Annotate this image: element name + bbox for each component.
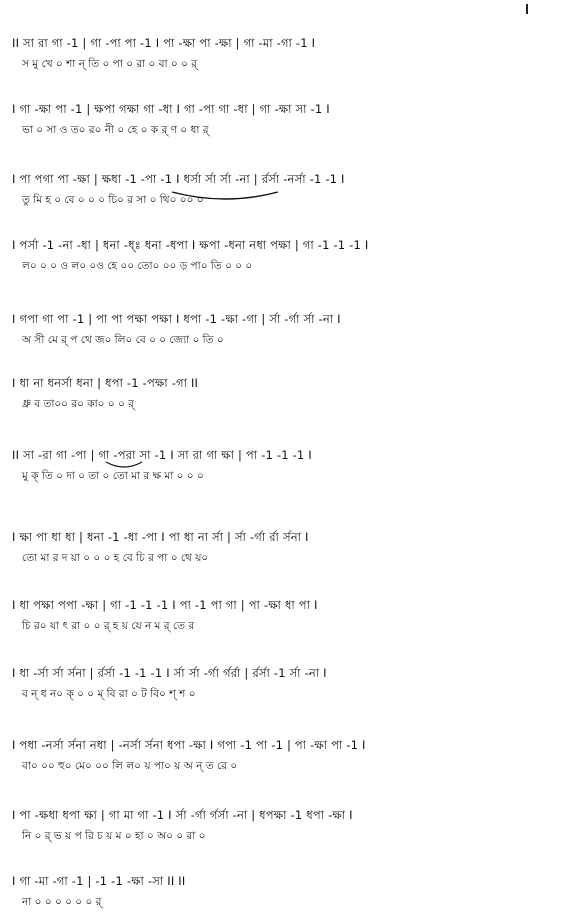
notation-line: I পা -ক্ষধা ধপা ক্ষা | গা মা গা -1 I র্সা -র্গা র্গর্সা -না | ধপক্ষা -1 ধপা -ক্ষা I	[12, 808, 353, 822]
stave-8	[0, 528, 580, 578]
lyric-line: অ সী মে র্ প থে জ০ লি০ বে ০ ০ জ্যো ০ তি ০	[22, 334, 224, 346]
stave-5	[0, 310, 580, 360]
stave-3	[0, 170, 580, 220]
notation-line: I ক্ষা পা ধা ধা | ধনা -1 -ধা -পা I পা ধা না র্সা | র্সা -র্গা র্রা র্সনা I	[12, 530, 309, 544]
stave-2	[0, 100, 580, 150]
lyric-line: ল০ ০ ০ ও ল০ ০ও হে ০০ তো০ ০০ ড় পা০ তি ০ ০ ০	[22, 260, 253, 272]
notation-line: I গা -মা -গা -1 | -1 -1 -ক্ষা -সা II II	[12, 874, 186, 888]
lyric-line: ব ন্ ধ ন০ ক্ ০ ০ ম্ বি রা ০ ট বি০ শ্ শ ০	[22, 688, 196, 700]
stave-13	[0, 872, 580, 922]
stave-12	[0, 806, 580, 856]
notation-line: I পা পগা পা -ক্ষা | ক্ষধা -1 -পা -1 I ধর্সা র্সা র্সা -না | র্রর্সা -নর্সা -1 -1 I	[12, 172, 345, 186]
notation-line: II সা রা গা -1 | গা -পা পা -1 I পা -ক্ষা পা -ক্ষা | গা -মা -গা -1 I	[12, 36, 316, 50]
notation-line: I ধা পক্ষা পপা -ক্ষা | গা -1 -1 -1 I পা -1 পা গা | পা -ক্ষা ধা পা I	[12, 598, 318, 612]
notation-line: II সা -রা গা -পা | গা -পরা সা -1 I সা রা গা ক্ষা | পা -1 -1 -1 I	[12, 448, 312, 462]
stave-7	[0, 446, 580, 496]
lyric-line: ধ্রু ব তা০০ র০ কা০ ০ ০ র্	[22, 398, 134, 410]
lyric-line: স মু খে ০ শা ন্ তি ০ পা ০ রা ০ বা ০ ০ র্	[22, 58, 198, 70]
lyric-line: নি ০ র্ ভ য় প রি চ য় ম ০ হা ০ অ০ ০ রা ০	[22, 830, 206, 842]
lyric-line: বা০ ০০ হু০ মে০ ০০ লি ল০ য় পা০ য় অ ন্ ত রে ০	[22, 760, 238, 772]
lyric-line: তো মা র দ য়া ০ ০ ০ হ বে চি র পা ০ থে য়০	[22, 552, 209, 564]
notation-line: I গপা গা পা -1 | পা পা পক্ষা পক্ষা I ধপা -1 -ক্ষা -গা | র্সা -র্গা র্সা -না I	[12, 312, 341, 326]
notation-line: I পর্সা -1 -না -ধা | ধনা -ধ্ঃ ধনা -ধপা I ক্ষপা -ধনা নধা পক্ষা | গা -1 -1 -1 I	[12, 238, 369, 252]
lyric-line: না ০ ০ ০ ০ ০ ০ র্	[22, 896, 102, 908]
slur-mark	[170, 190, 280, 204]
notation-line: I ধা -র্সা র্সা র্সনা | র্রর্সা -1 -1 -1 I র্সা র্সা -র্গা র্গর্রা | র্রর্সা -1 র্সা -না I	[12, 666, 327, 680]
lyric-line: চি র০ যা ৎ রা ০ ০ র্ হ য় যে ন ম র্ তে র	[22, 620, 195, 632]
stave-6	[0, 374, 580, 424]
notation-line: I ধা না ধনর্সা ধনা | ধপা -1 -পক্ষা -গা II	[12, 376, 199, 390]
stave-11	[0, 736, 580, 786]
notation-line: I গা -ক্ষা পা -1 | ক্ষপা গক্ষা গা -ধা I গা -পা গা -ধা | গা -ক্ষা সা -1 I	[12, 102, 330, 116]
margin-mark	[526, 4, 528, 14]
stave-10	[0, 664, 580, 714]
stave-4	[0, 236, 580, 286]
notation-line: I পধা -নর্সা র্সনা নধা | -নর্সা র্সনা ধপা -ক্ষা I গপা -1 পা -1 | পা -ক্ষা পা -1 I	[12, 738, 366, 752]
slur-mark	[104, 460, 144, 470]
lyric-line: ভা ০ সা ও ত০ র০ নী ০ হে ০ ক র্ ণ ০ ধা র্	[22, 124, 209, 136]
lyric-line: তু মি হ ০ বে ০ ০ ০ চি০ র সা ০ থি০ ০০ ০	[22, 194, 204, 206]
stave-1	[0, 34, 580, 84]
lyric-line: মু ক্ তি ০ দা ০ তা ০ তো মা র ক্ষ মা ০ ০ ০	[22, 470, 204, 482]
stave-9	[0, 596, 580, 646]
